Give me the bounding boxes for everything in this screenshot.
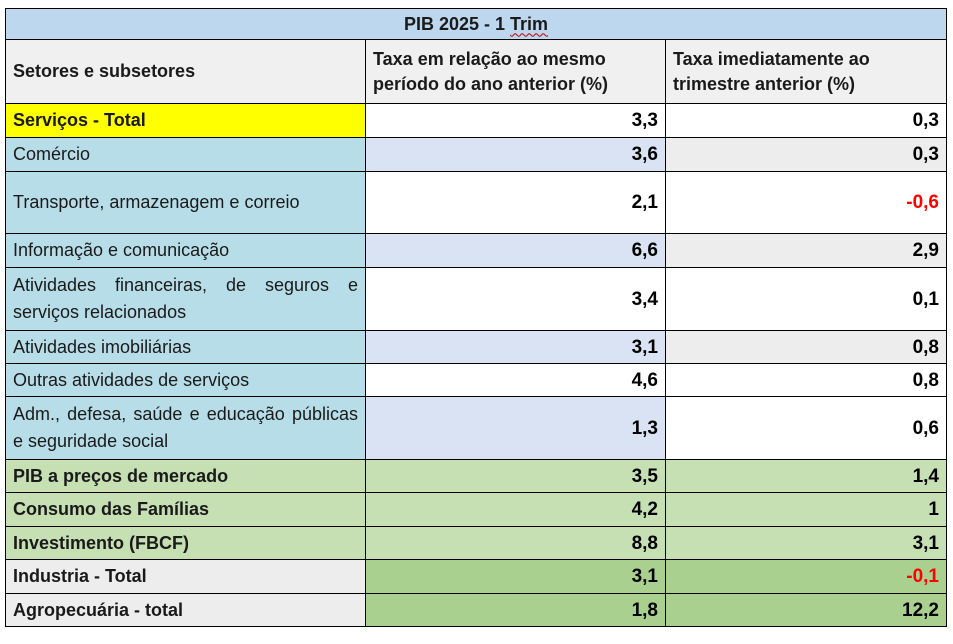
table-row (6, 138, 947, 172)
row-qoq-value: 0,6 (666, 397, 947, 460)
row-label: Serviços - Total (6, 104, 366, 138)
table-row (6, 560, 947, 594)
row-qoq-value: 12,2 (666, 594, 947, 627)
row-yoy-value: 3,4 (366, 268, 666, 331)
row-qoq-value: 0,3 (666, 138, 947, 172)
row-qoq-value: 0,1 (666, 268, 947, 331)
header-sectors: Setores e subsetores (6, 40, 366, 104)
table-row (6, 460, 947, 493)
row-label: Adm., defesa, saúde e educação públicas e seguridade social (6, 397, 366, 460)
table-row (6, 364, 947, 397)
header-row (6, 40, 947, 104)
row-yoy-value: 2,1 (366, 172, 666, 234)
table-row (6, 104, 947, 138)
gdp-table (5, 8, 947, 627)
row-yoy-value: 3,1 (366, 560, 666, 594)
table-row (6, 268, 947, 331)
row-label: Transporte, armazenagem e correio (6, 172, 366, 234)
table-row (6, 594, 947, 627)
row-qoq-value: 3,1 (666, 527, 947, 560)
row-qoq-value: 1 (666, 493, 947, 527)
table-title (6, 9, 947, 40)
table-row (6, 527, 947, 560)
row-label: Atividades financeiras, de seguros e serviços relacionados (6, 268, 366, 331)
row-yoy-value: 3,5 (366, 460, 666, 493)
row-label: Outras atividades de serviços (6, 364, 366, 397)
row-qoq-value: -0,6 (666, 172, 947, 234)
row-yoy-value: 4,6 (366, 364, 666, 397)
row-yoy-value: 6,6 (366, 234, 666, 268)
table-row (6, 234, 947, 268)
row-label: Agropecuária - total (6, 594, 366, 627)
row-label: Comércio (6, 138, 366, 172)
row-qoq-value: 0,3 (666, 104, 947, 138)
title-trim: Trim (510, 13, 549, 34)
row-qoq-value: 2,9 (666, 234, 947, 268)
title-main: PIB 2025 - 1 (403, 13, 506, 34)
row-yoy-value: 3,1 (366, 331, 666, 364)
row-label: Informação e comunicação (6, 234, 366, 268)
row-qoq-value: -0,1 (666, 560, 947, 594)
table-row (6, 331, 947, 364)
header-yoy-rate: Taxa em relação ao mesmo período do ano anterior (%) (366, 40, 666, 104)
table-row (6, 493, 947, 527)
row-yoy-value: 1,3 (366, 397, 666, 460)
table-row (6, 172, 947, 234)
row-yoy-value: 4,2 (366, 493, 666, 527)
row-label: Industria - Total (6, 560, 366, 594)
row-yoy-value: 8,8 (366, 527, 666, 560)
row-label: Investimento (FBCF) (6, 527, 366, 560)
row-yoy-value: 3,3 (366, 104, 666, 138)
row-label: PIB a preços de mercado (6, 460, 366, 493)
row-qoq-value: 0,8 (666, 364, 947, 397)
table-title-row (6, 9, 947, 40)
row-qoq-value: 1,4 (666, 460, 947, 493)
row-yoy-value: 1,8 (366, 594, 666, 627)
row-qoq-value: 0,8 (666, 331, 947, 364)
table-row (6, 397, 947, 460)
header-qoq-rate: Taxa imediatamente ao trimestre anterior (%) (666, 40, 947, 104)
row-yoy-value: 3,6 (366, 138, 666, 172)
row-label: Consumo das Famílias (6, 493, 366, 527)
row-label: Atividades imobiliárias (6, 331, 366, 364)
